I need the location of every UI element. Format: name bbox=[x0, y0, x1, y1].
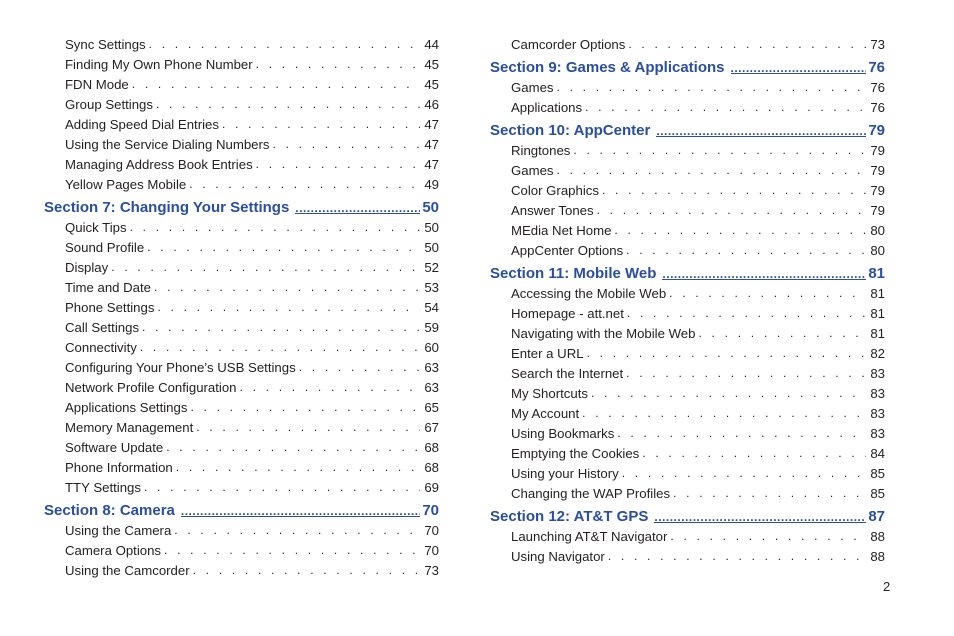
toc-left-column bbox=[44, 34, 439, 580]
toc-page-number: 45 bbox=[420, 57, 439, 72]
dot-leader bbox=[656, 122, 866, 137]
dot-leader bbox=[731, 59, 867, 74]
dot-leader bbox=[626, 243, 866, 257]
dot-leader bbox=[628, 37, 866, 51]
toc-entry[interactable] bbox=[44, 94, 439, 114]
toc-title: Search the Internet bbox=[511, 366, 626, 381]
toc-page-number: 83 bbox=[866, 426, 885, 441]
toc-title: Applications Settings bbox=[65, 400, 190, 415]
toc-page-number: 85 bbox=[866, 486, 885, 501]
toc-entry[interactable] bbox=[44, 437, 439, 457]
toc-page-number: 83 bbox=[866, 406, 885, 421]
dot-leader bbox=[273, 137, 421, 151]
toc-title: Managing Address Book Entries bbox=[65, 157, 256, 172]
dot-leader bbox=[662, 265, 866, 280]
toc-entry[interactable] bbox=[44, 54, 439, 74]
toc-title: MEdia Net Home bbox=[511, 223, 614, 238]
toc-section-heading[interactable] bbox=[44, 195, 439, 216]
toc-entry[interactable] bbox=[44, 154, 439, 174]
toc-entry[interactable] bbox=[490, 97, 885, 117]
toc-title: My Account bbox=[511, 406, 582, 421]
toc-title: Connectivity bbox=[65, 340, 140, 355]
toc-page-number: 60 bbox=[420, 340, 439, 355]
toc-title: Section 12: AT&T GPS bbox=[490, 508, 649, 525]
toc-entry[interactable] bbox=[44, 174, 439, 194]
toc-entry[interactable] bbox=[490, 343, 885, 363]
toc-entry[interactable] bbox=[44, 317, 439, 337]
toc-page-number: 82 bbox=[866, 346, 885, 361]
toc-page-number: 85 bbox=[866, 466, 885, 481]
toc-title: FDN Mode bbox=[65, 77, 132, 92]
toc-entry[interactable] bbox=[490, 240, 885, 260]
toc-title: Adding Speed Dial Entries bbox=[65, 117, 222, 132]
toc-page-number: 47 bbox=[420, 157, 439, 172]
toc-page-number: 84 bbox=[866, 446, 885, 461]
toc-title: Call Settings bbox=[65, 320, 142, 335]
dot-leader bbox=[144, 480, 420, 494]
dot-leader bbox=[147, 240, 420, 254]
toc-entry[interactable] bbox=[490, 323, 885, 343]
dot-leader bbox=[627, 306, 866, 320]
dot-leader bbox=[557, 80, 867, 94]
toc-entry[interactable] bbox=[44, 457, 439, 477]
toc-entry[interactable] bbox=[44, 257, 439, 277]
dot-leader bbox=[602, 183, 866, 197]
toc-title: Answer Tones bbox=[511, 203, 597, 218]
toc-page-number: 70 bbox=[422, 502, 439, 519]
toc-entry[interactable] bbox=[44, 34, 439, 54]
toc-page-number: 44 bbox=[420, 37, 439, 52]
toc-page-number: 70 bbox=[420, 523, 439, 538]
toc-entry[interactable] bbox=[490, 526, 885, 546]
dot-leader bbox=[189, 177, 420, 191]
toc-page-number: 49 bbox=[420, 177, 439, 192]
dot-leader bbox=[256, 57, 421, 71]
toc-entry[interactable] bbox=[44, 520, 439, 540]
toc-page-number: 65 bbox=[420, 400, 439, 415]
toc-page-number: 70 bbox=[420, 543, 439, 558]
dot-leader bbox=[591, 386, 866, 400]
toc-page-number: 46 bbox=[420, 97, 439, 112]
dot-leader bbox=[190, 400, 420, 414]
dot-leader bbox=[193, 563, 421, 577]
toc-page-number: 80 bbox=[866, 243, 885, 258]
toc-entry[interactable] bbox=[490, 443, 885, 463]
toc-page-number: 88 bbox=[866, 529, 885, 544]
dot-leader bbox=[132, 77, 421, 91]
toc-entry[interactable] bbox=[490, 180, 885, 200]
toc-title: Applications bbox=[511, 100, 585, 115]
toc-right-column bbox=[490, 34, 885, 566]
toc-page-number: 83 bbox=[866, 386, 885, 401]
toc-entry[interactable] bbox=[490, 140, 885, 160]
dot-leader bbox=[130, 220, 421, 234]
toc-page-number: 79 bbox=[866, 203, 885, 218]
dot-leader bbox=[698, 326, 866, 340]
toc-title: Launching AT&T Navigator bbox=[511, 529, 670, 544]
toc-title: Section 9: Games & Applications bbox=[490, 59, 725, 76]
dot-leader bbox=[166, 440, 420, 454]
toc-title: Using the Service Dialing Numbers bbox=[65, 137, 273, 152]
toc-title: Accessing the Mobile Web bbox=[511, 286, 669, 301]
dot-leader bbox=[299, 360, 421, 374]
toc-title: Section 8: Camera bbox=[44, 502, 175, 519]
dot-leader bbox=[587, 346, 867, 360]
dot-leader bbox=[573, 143, 866, 157]
toc-page-number: 87 bbox=[868, 508, 885, 525]
toc-entry[interactable] bbox=[490, 383, 885, 403]
toc-page-number: 79 bbox=[868, 122, 885, 139]
toc-title: Configuring Your Phone’s USB Settings bbox=[65, 360, 299, 375]
toc-page-number: 79 bbox=[866, 143, 885, 158]
dot-leader bbox=[156, 97, 420, 111]
toc-section-heading[interactable] bbox=[490, 118, 885, 139]
toc-page-number: 47 bbox=[420, 117, 439, 132]
toc-title: Color Graphics bbox=[511, 183, 602, 198]
toc-title: Sync Settings bbox=[65, 37, 149, 52]
toc-title: Group Settings bbox=[65, 97, 156, 112]
dot-leader bbox=[608, 549, 867, 563]
toc-entry[interactable] bbox=[44, 277, 439, 297]
dot-leader bbox=[673, 486, 866, 500]
toc-title: Yellow Pages Mobile bbox=[65, 177, 189, 192]
toc-title: Using Bookmarks bbox=[511, 426, 617, 441]
toc-title: Changing the WAP Profiles bbox=[511, 486, 673, 501]
dot-leader bbox=[642, 446, 866, 460]
dot-leader bbox=[597, 203, 867, 217]
dot-leader bbox=[626, 366, 866, 380]
dot-leader bbox=[181, 502, 420, 517]
toc-page-number: 69 bbox=[420, 480, 439, 495]
dot-leader bbox=[669, 286, 866, 300]
toc-page-number: 81 bbox=[866, 306, 885, 321]
toc-title: Camcorder Options bbox=[511, 37, 628, 52]
toc-page-number: 76 bbox=[866, 100, 885, 115]
toc-page-number: 79 bbox=[866, 183, 885, 198]
toc-page-number: 73 bbox=[866, 37, 885, 52]
toc-page-number: 50 bbox=[420, 220, 439, 235]
dot-leader bbox=[256, 157, 421, 171]
toc-page-number: 83 bbox=[866, 366, 885, 381]
toc-entry[interactable] bbox=[44, 560, 439, 580]
dot-leader bbox=[164, 543, 420, 557]
toc-title: Display bbox=[65, 260, 111, 275]
toc-page-number: 76 bbox=[868, 59, 885, 76]
toc-title: Network Profile Configuration bbox=[65, 380, 240, 395]
toc-title: AppCenter Options bbox=[511, 243, 626, 258]
toc-entry[interactable] bbox=[44, 540, 439, 560]
toc-title: Using the Camera bbox=[65, 523, 174, 538]
toc-title: Finding My Own Phone Number bbox=[65, 57, 256, 72]
dot-leader bbox=[582, 406, 866, 420]
toc-section-heading[interactable] bbox=[490, 504, 885, 525]
dot-leader bbox=[111, 260, 420, 274]
toc-entry[interactable] bbox=[490, 200, 885, 220]
dot-leader bbox=[154, 280, 420, 294]
toc-entry[interactable] bbox=[44, 477, 439, 497]
toc-page-number: 79 bbox=[866, 163, 885, 178]
dot-leader bbox=[654, 508, 866, 523]
toc-page-number: 54 bbox=[420, 300, 439, 315]
toc-title: Games bbox=[511, 163, 557, 178]
dot-leader bbox=[196, 420, 420, 434]
toc-page-number: 50 bbox=[420, 240, 439, 255]
toc-title: Ringtones bbox=[511, 143, 573, 158]
toc-title: Sound Profile bbox=[65, 240, 147, 255]
dot-leader bbox=[557, 163, 867, 177]
dot-leader bbox=[670, 529, 866, 543]
toc-title: Navigating with the Mobile Web bbox=[511, 326, 698, 341]
toc-page-number: 81 bbox=[866, 326, 885, 341]
toc-title: Software Update bbox=[65, 440, 166, 455]
toc-entry[interactable] bbox=[490, 77, 885, 97]
toc-title: Phone Settings bbox=[65, 300, 157, 315]
toc-section-heading[interactable] bbox=[490, 55, 885, 76]
toc-entry[interactable] bbox=[490, 546, 885, 566]
toc-entry[interactable] bbox=[44, 357, 439, 377]
toc-entry[interactable] bbox=[44, 297, 439, 317]
toc-title: Memory Management bbox=[65, 420, 196, 435]
toc-entry[interactable] bbox=[44, 74, 439, 94]
toc-entry[interactable] bbox=[44, 377, 439, 397]
toc-page-number: 68 bbox=[420, 440, 439, 455]
dot-leader bbox=[140, 340, 420, 354]
toc-page-number: 76 bbox=[866, 80, 885, 95]
dot-leader bbox=[149, 37, 421, 51]
toc-title: Quick Tips bbox=[65, 220, 130, 235]
toc-page-number: 63 bbox=[420, 380, 439, 395]
dot-leader bbox=[176, 460, 421, 474]
toc-title: Using your History bbox=[511, 466, 622, 481]
toc-title: Phone Information bbox=[65, 460, 176, 475]
toc-title: Section 7: Changing Your Settings bbox=[44, 199, 290, 216]
toc-entry[interactable] bbox=[490, 220, 885, 240]
toc-title: Section 11: Mobile Web bbox=[490, 265, 657, 282]
toc-page-number: 80 bbox=[866, 223, 885, 238]
toc-entry[interactable] bbox=[44, 217, 439, 237]
toc-section-heading[interactable] bbox=[44, 498, 439, 519]
toc-entry[interactable] bbox=[490, 303, 885, 323]
toc-entry[interactable] bbox=[490, 403, 885, 423]
toc-page-number: 81 bbox=[868, 265, 885, 282]
toc-title: Enter a URL bbox=[511, 346, 587, 361]
toc-page-number: 45 bbox=[420, 77, 439, 92]
toc-entry[interactable] bbox=[44, 397, 439, 417]
toc-title: Homepage - att.net bbox=[511, 306, 627, 321]
toc-page-number: 67 bbox=[420, 420, 439, 435]
toc-entry[interactable] bbox=[44, 337, 439, 357]
toc-page-number: 81 bbox=[866, 286, 885, 301]
toc-title: Emptying the Cookies bbox=[511, 446, 642, 461]
toc-title: Camera Options bbox=[65, 543, 164, 558]
dot-leader bbox=[222, 117, 420, 131]
toc-entry[interactable] bbox=[44, 237, 439, 257]
toc-entry[interactable] bbox=[490, 160, 885, 180]
dot-leader bbox=[157, 300, 420, 314]
dot-leader bbox=[174, 523, 420, 537]
toc-entry[interactable] bbox=[490, 34, 885, 54]
toc-entry[interactable] bbox=[44, 114, 439, 134]
dot-leader bbox=[142, 320, 420, 334]
toc-title: Using the Camcorder bbox=[65, 563, 193, 578]
toc-page-number: 47 bbox=[420, 137, 439, 152]
dot-leader bbox=[622, 466, 867, 480]
toc-page-number: 73 bbox=[420, 563, 439, 578]
toc-entry[interactable] bbox=[490, 363, 885, 383]
toc-page-number: 88 bbox=[866, 549, 885, 564]
toc-title: Section 10: AppCenter bbox=[490, 122, 651, 139]
toc-page-number: 68 bbox=[420, 460, 439, 475]
toc-entry[interactable] bbox=[490, 283, 885, 303]
dot-leader bbox=[617, 426, 866, 440]
toc-page-number: 52 bbox=[420, 260, 439, 275]
toc-section-heading[interactable] bbox=[490, 261, 885, 282]
toc-page-number: 53 bbox=[420, 280, 439, 295]
toc-page-number: 63 bbox=[420, 360, 439, 375]
dot-leader bbox=[585, 100, 866, 114]
toc-title: Time and Date bbox=[65, 280, 154, 295]
toc-page-number: 50 bbox=[422, 199, 439, 216]
toc-title: Using Navigator bbox=[511, 549, 608, 564]
toc-entry[interactable] bbox=[44, 417, 439, 437]
toc-entry[interactable] bbox=[44, 134, 439, 154]
toc-page-number: 59 bbox=[420, 320, 439, 335]
dot-leader bbox=[614, 223, 866, 237]
toc-title: TTY Settings bbox=[65, 480, 144, 495]
toc-entry[interactable] bbox=[490, 423, 885, 443]
toc-entry[interactable] bbox=[490, 463, 885, 483]
dot-leader bbox=[295, 199, 420, 214]
dot-leader bbox=[240, 380, 421, 394]
page-number: 2 bbox=[883, 579, 891, 594]
toc-title: Games bbox=[511, 80, 557, 95]
toc-title: My Shortcuts bbox=[511, 386, 591, 401]
toc-entry[interactable] bbox=[490, 483, 885, 503]
